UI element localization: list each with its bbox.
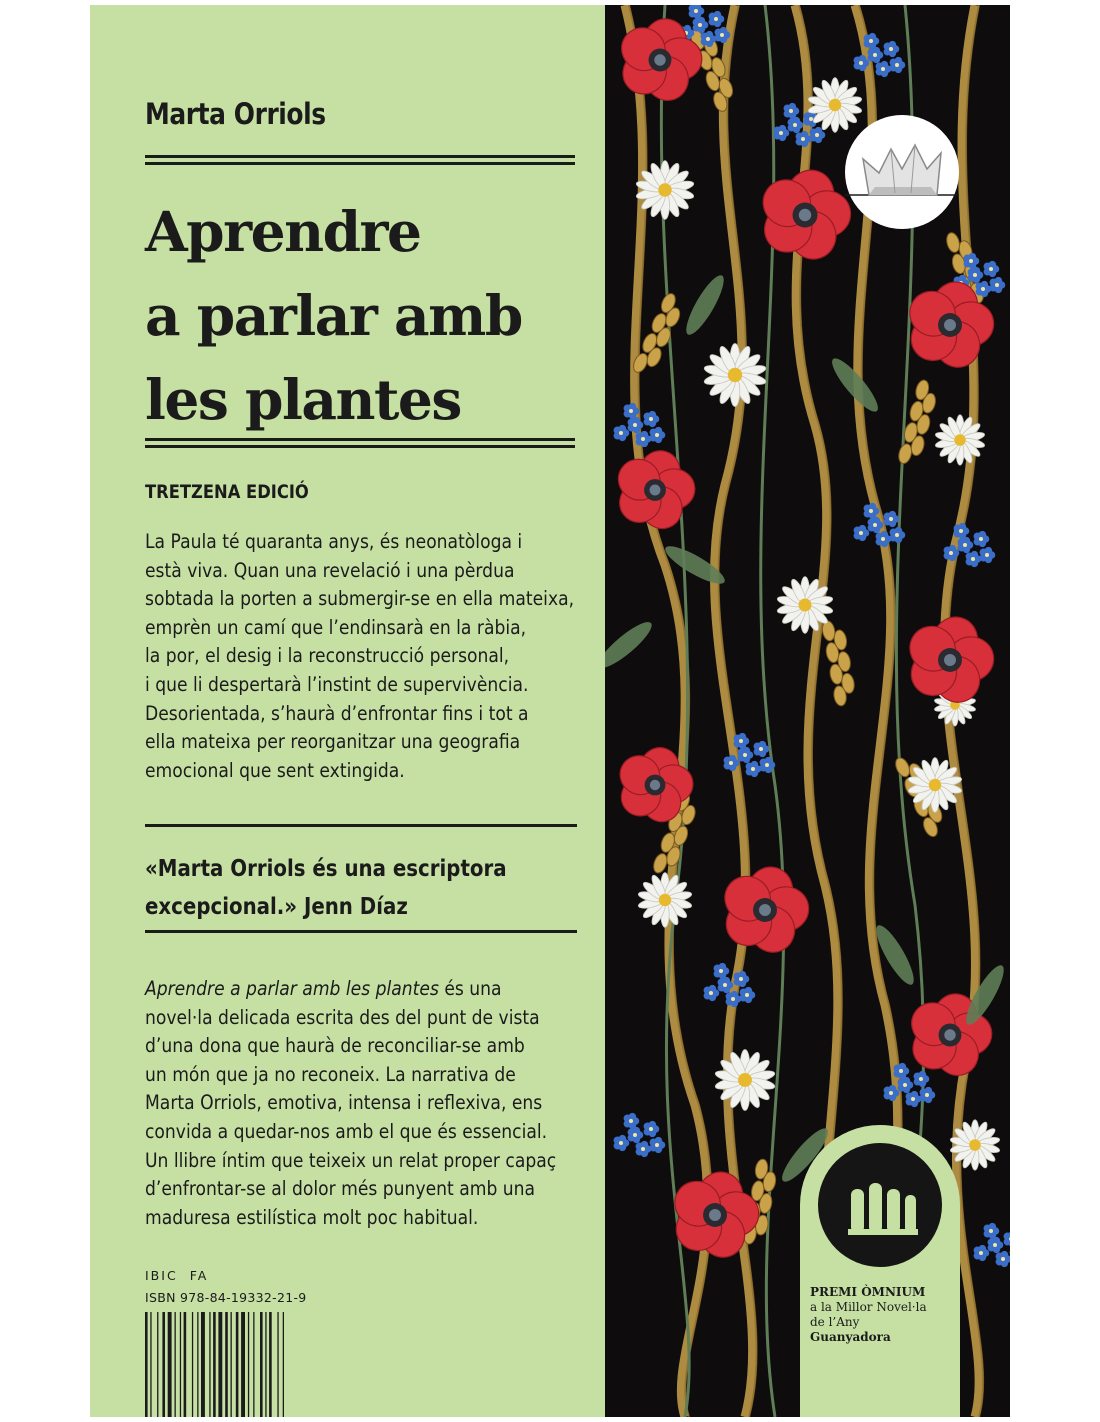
description-line: Marta Orriols, emotiva, intensa i reflexiva, ens xyxy=(145,1091,543,1115)
title-line-3: les plantes xyxy=(145,367,461,432)
description-line: d’enfrontar-se al dolor més punyent amb una xyxy=(145,1177,536,1201)
description-first-rest: és una xyxy=(438,977,502,1000)
edition-label: TRETZENA EDICIÓ xyxy=(145,481,309,503)
synopsis-line: Desorientada, s’haurà d’enfrontar fins i tot a xyxy=(145,701,529,725)
description xyxy=(145,975,559,1232)
award-badge xyxy=(800,1125,960,1417)
description-line: convida a quedar-nos amb el que és essencial. xyxy=(145,1119,548,1143)
isbn-number: ISBN 978-84-19332-21-9 xyxy=(145,1290,307,1305)
award-line-3: de l’Any xyxy=(810,1315,860,1329)
title-line-1: Aprendre xyxy=(145,199,421,264)
book-title xyxy=(145,190,605,442)
quote-line: «Marta Orriols és una escriptora xyxy=(145,856,507,882)
award-line-1: PREMI ÒMNIUM xyxy=(810,1285,926,1299)
synopsis-line: i que li despertarà l’instint de supervivència. xyxy=(145,672,529,696)
description-line: Un llibre íntim que teixeix un relat proper capaç xyxy=(145,1148,557,1172)
press-quote xyxy=(145,850,507,926)
description-line: d’una dona que haurà de reconciliar-se amb xyxy=(145,1034,525,1058)
barcode-icon xyxy=(145,1312,300,1417)
omnium-bars-icon xyxy=(818,1143,942,1267)
description-title-italic: Aprendre a parlar amb les plantes xyxy=(145,977,439,1000)
description-line: maduresa estilística molt poc habitual. xyxy=(145,1205,479,1229)
quote-rule-top xyxy=(145,824,577,827)
description-line: novel·la delicada escrita des del punt de vista xyxy=(145,1005,540,1029)
synopsis-line: La Paula té quaranta anys, és neonatòloga i xyxy=(145,530,523,553)
floral-pattern-panel xyxy=(605,5,1010,1417)
double-rule-top xyxy=(145,155,575,158)
synopsis-line: ella mateixa per reorganitzar una geografia xyxy=(145,730,521,754)
book-back-cover xyxy=(90,5,1010,1417)
description-line: un món que ja no reconeix. La narrativa de xyxy=(145,1062,516,1086)
award-line-2: a la Millor Novel·la xyxy=(810,1300,927,1314)
quote-line: excepcional.» Jenn Díaz xyxy=(145,894,408,920)
ibic-value: FA xyxy=(189,1268,209,1283)
double-rule-bottom xyxy=(145,438,575,441)
text-panel xyxy=(90,5,605,1417)
author-name: Marta Orriols xyxy=(145,97,326,131)
award-line-4: Guanyadora xyxy=(810,1330,891,1344)
publisher-badge xyxy=(845,115,959,229)
synopsis xyxy=(145,528,575,785)
synopsis-line: la por, el desig i la reconstrucció personal, xyxy=(145,644,510,668)
award-logo xyxy=(818,1143,942,1267)
ibic-code xyxy=(145,1268,220,1283)
paper-crown-icon xyxy=(845,115,959,229)
synopsis-line: sobtada la porten a submergir-se en ella mateixa, xyxy=(145,587,575,611)
synopsis-line: emocional que sent extingida. xyxy=(145,758,405,782)
award-text xyxy=(810,1285,927,1345)
synopsis-line: està viva. Quan una revelació i una pèrdua xyxy=(145,558,515,582)
description-line xyxy=(145,975,559,1004)
ibic-label: IBIC xyxy=(145,1268,178,1283)
synopsis-line: emprèn un camí que l’endinsarà en la ràbia, xyxy=(145,615,527,639)
title-line-2: a parlar amb xyxy=(145,283,522,348)
quote-rule-bottom xyxy=(145,930,577,933)
